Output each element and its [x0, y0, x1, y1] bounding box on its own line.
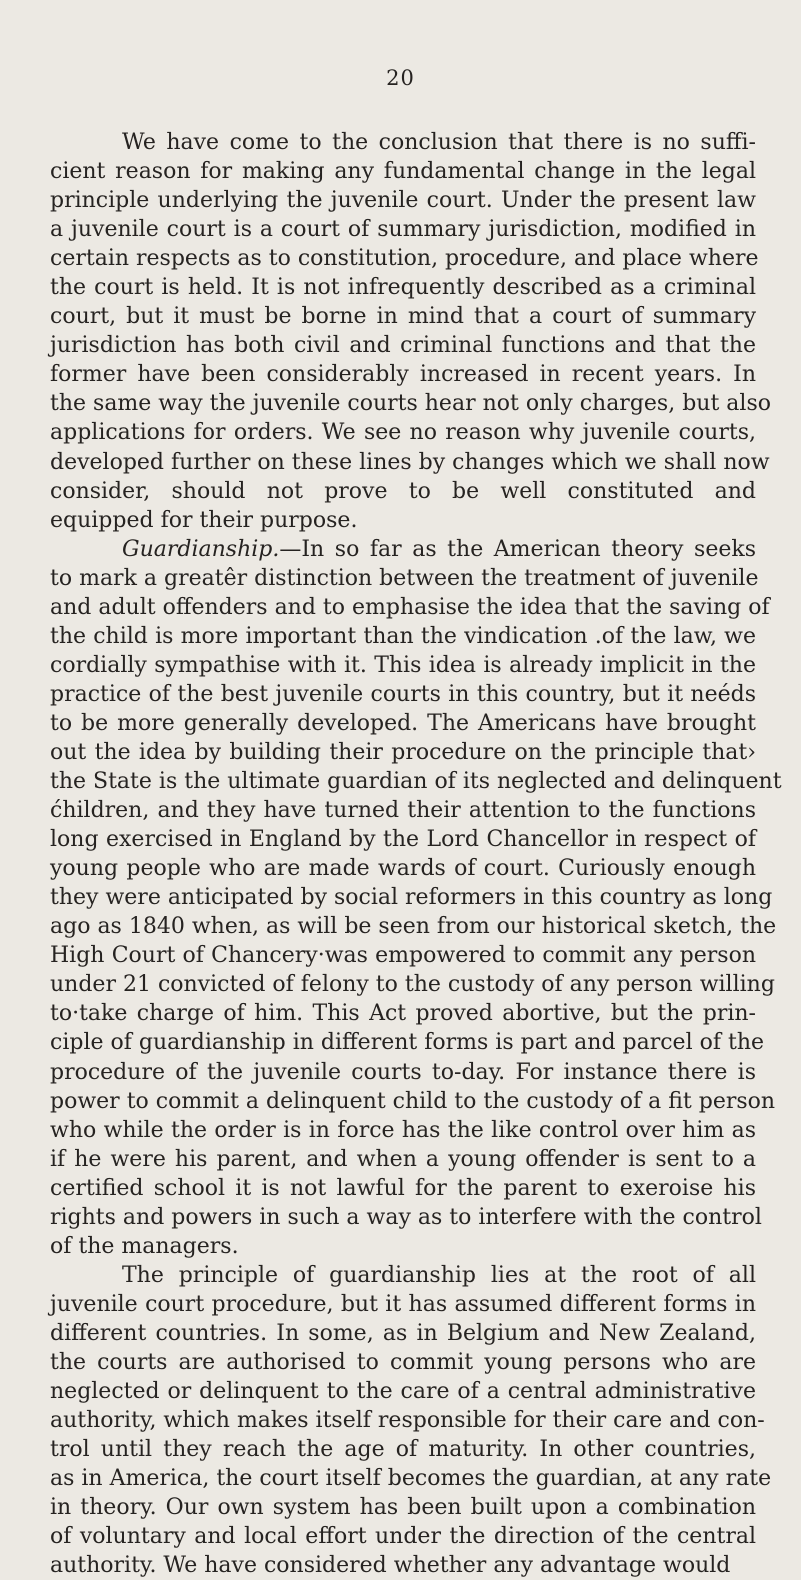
line-text: different countries. In some, as in Belgium and New Zealand,	[50, 1320, 756, 1346]
paragraph	[50, 1261, 772, 1580]
line-text: We have come to the conclusion that there is no suffi-	[122, 130, 756, 155]
line-text: court, but it must be borne in mind that a court of summary	[50, 304, 756, 330]
text-line	[50, 477, 756, 506]
text-line	[50, 738, 756, 767]
line-text: if he were his parent, and when a young offender is sent to a	[50, 1146, 756, 1172]
line-text: who while the order is in force has the like control over him as	[50, 1117, 756, 1143]
text-line	[50, 680, 756, 709]
text-line	[50, 418, 756, 447]
paragraph	[50, 535, 782, 1261]
line-text: ago as 1840 when, as will be seen from our historical sketch, the	[50, 914, 777, 940]
text-line	[50, 1464, 772, 1493]
line-text: in theory. Our own system has been built upon a combination	[50, 1495, 756, 1521]
line-text: long exercised in England by the Lord Chancellor in respect of	[50, 827, 756, 853]
line-text: The principle of guardianship lies at the root of all	[122, 1262, 756, 1288]
line-text: certain respects as to constitution, procedure, and place where	[50, 246, 759, 272]
line-text: trol until they reach the age of maturity. In other countries,	[50, 1437, 756, 1463]
text-line	[50, 1348, 756, 1377]
text-line	[50, 1174, 756, 1203]
line-text: jurisdiction has both civil and criminal functions and that the	[50, 333, 756, 359]
line-text: power to commit a delinquent child to the custody of a fit person	[50, 1088, 776, 1114]
text-line	[50, 1261, 756, 1290]
line-text: former have been considerably increased in recent years. In	[50, 362, 756, 388]
text-line	[50, 1377, 756, 1406]
text-line	[50, 593, 770, 622]
line-text: young people who are made wards of court. Curiously enough	[50, 856, 756, 882]
text-line	[50, 506, 756, 535]
line-text: the child is more important than the vindication .of the law, we	[50, 623, 756, 649]
text-line	[50, 331, 756, 360]
line-text: authority. We have considered whether any advantage would	[50, 1553, 731, 1579]
text-line	[50, 883, 773, 912]
text-line	[50, 157, 756, 186]
text-line	[50, 1290, 756, 1319]
line-text: authority, which makes itself responsible for their care and con-	[50, 1408, 765, 1434]
text-line	[50, 1551, 756, 1580]
text-line	[50, 941, 756, 970]
text-line	[50, 1087, 776, 1116]
text-line	[50, 389, 771, 418]
line-text: rights and powers in such a way as to interfere with the control	[50, 1204, 762, 1230]
text-line	[50, 244, 759, 273]
line-text: equipped for their purpose.	[50, 507, 358, 533]
line-text: procedure of the juvenile courts to-day. For instance there is	[50, 1059, 756, 1085]
text-line	[50, 1319, 756, 1348]
text-line	[50, 1116, 756, 1145]
text-line	[50, 999, 756, 1028]
text-line	[50, 1435, 756, 1464]
line-text: —In so far as the American theory seeks	[279, 536, 756, 562]
text-line	[50, 1232, 756, 1261]
line-text: to be more generally developed. The Americans have brought	[50, 710, 756, 736]
text-line	[50, 854, 756, 883]
text-line	[50, 302, 756, 331]
text-line	[50, 1493, 756, 1522]
text-line	[50, 825, 756, 854]
text-line	[50, 448, 770, 477]
line-text: and adult offenders and to emphasise the idea that the saving of	[50, 594, 770, 620]
text-line	[50, 1406, 765, 1435]
paragraph-heading: Guardianship.	[122, 536, 280, 562]
line-text: certified school it is not lawful for the parent to exeroise his	[50, 1175, 756, 1201]
text-line	[50, 970, 775, 999]
line-text: cient reason for making any fundamental change in the legal	[50, 159, 756, 185]
text-line	[50, 622, 756, 651]
line-text: cordially sympathise with it. This idea is already implicit in the	[50, 652, 756, 678]
line-text: consider, should not prove to be well constituted and	[50, 478, 756, 504]
line-text: juvenile court procedure, but it has assumed different forms in	[50, 1291, 756, 1317]
line-text: under 21 convicted of felony to the custody of any person willing	[50, 972, 775, 998]
text-line	[50, 651, 756, 680]
text-line	[50, 128, 756, 157]
line-text: the same way the juvenile courts hear not only charges, but also	[50, 391, 771, 417]
text-line	[50, 767, 782, 796]
text-line	[50, 273, 756, 302]
text-line	[50, 709, 756, 738]
line-text: as in America, the court itself becomes the guardian, at any rate	[50, 1466, 772, 1492]
text-line	[50, 360, 756, 389]
line-text: the courts are authorised to commit young persons who are	[50, 1349, 756, 1375]
line-text: developed further on these lines by changes which we shall now	[50, 449, 770, 475]
text-line	[50, 796, 756, 825]
line-text: ciple of guardianship in different forms is part and parcel of the	[50, 1030, 765, 1056]
line-text: neglected or delinquent to the care of a central administrative	[50, 1379, 756, 1405]
line-text: applications for orders. We see no reason why juvenile courts,	[50, 420, 756, 446]
line-text: ćhildren, and they have turned their attention to the functions	[50, 798, 756, 824]
line-text: the State is the ultimate guardian of its neglected and delinquent	[50, 769, 782, 795]
line-text: of voluntary and local effort under the direction of the central	[50, 1524, 756, 1550]
line-text: High Court of Chancery·was empowered to commit any person	[50, 943, 756, 969]
text-line	[50, 535, 756, 564]
text-line	[50, 215, 756, 244]
text-line	[50, 1028, 765, 1057]
body-text	[50, 128, 782, 1580]
line-text: to·take charge of him. This Act proved abortive, but the prin-	[50, 1001, 756, 1027]
line-text: the court is held. It is not infrequently described as a criminal	[50, 275, 756, 301]
line-text: principle underlying the juvenile court. Under the present law	[50, 188, 756, 214]
paragraph	[50, 128, 771, 535]
text-line	[50, 1203, 762, 1232]
line-text: a juvenile court is a court of summary jurisdiction, modified in	[50, 217, 756, 243]
text-line	[50, 1522, 756, 1551]
line-text: out the idea by building their procedure on the principle that›	[50, 739, 756, 765]
line-text: practice of the best juvenile courts in this country, but it neéds	[50, 681, 756, 707]
line-text: to mark a greatêr distinction between the treatment of juvenile	[50, 565, 759, 591]
text-line	[50, 186, 756, 215]
line-text: they were anticipated by social reformers in this country as long	[50, 885, 773, 911]
page-number: 20	[386, 66, 415, 90]
text-line	[50, 564, 759, 593]
text-line	[50, 912, 777, 941]
text-line	[50, 1145, 756, 1174]
text-line	[50, 1058, 756, 1087]
line-text: of the managers.	[50, 1233, 239, 1259]
